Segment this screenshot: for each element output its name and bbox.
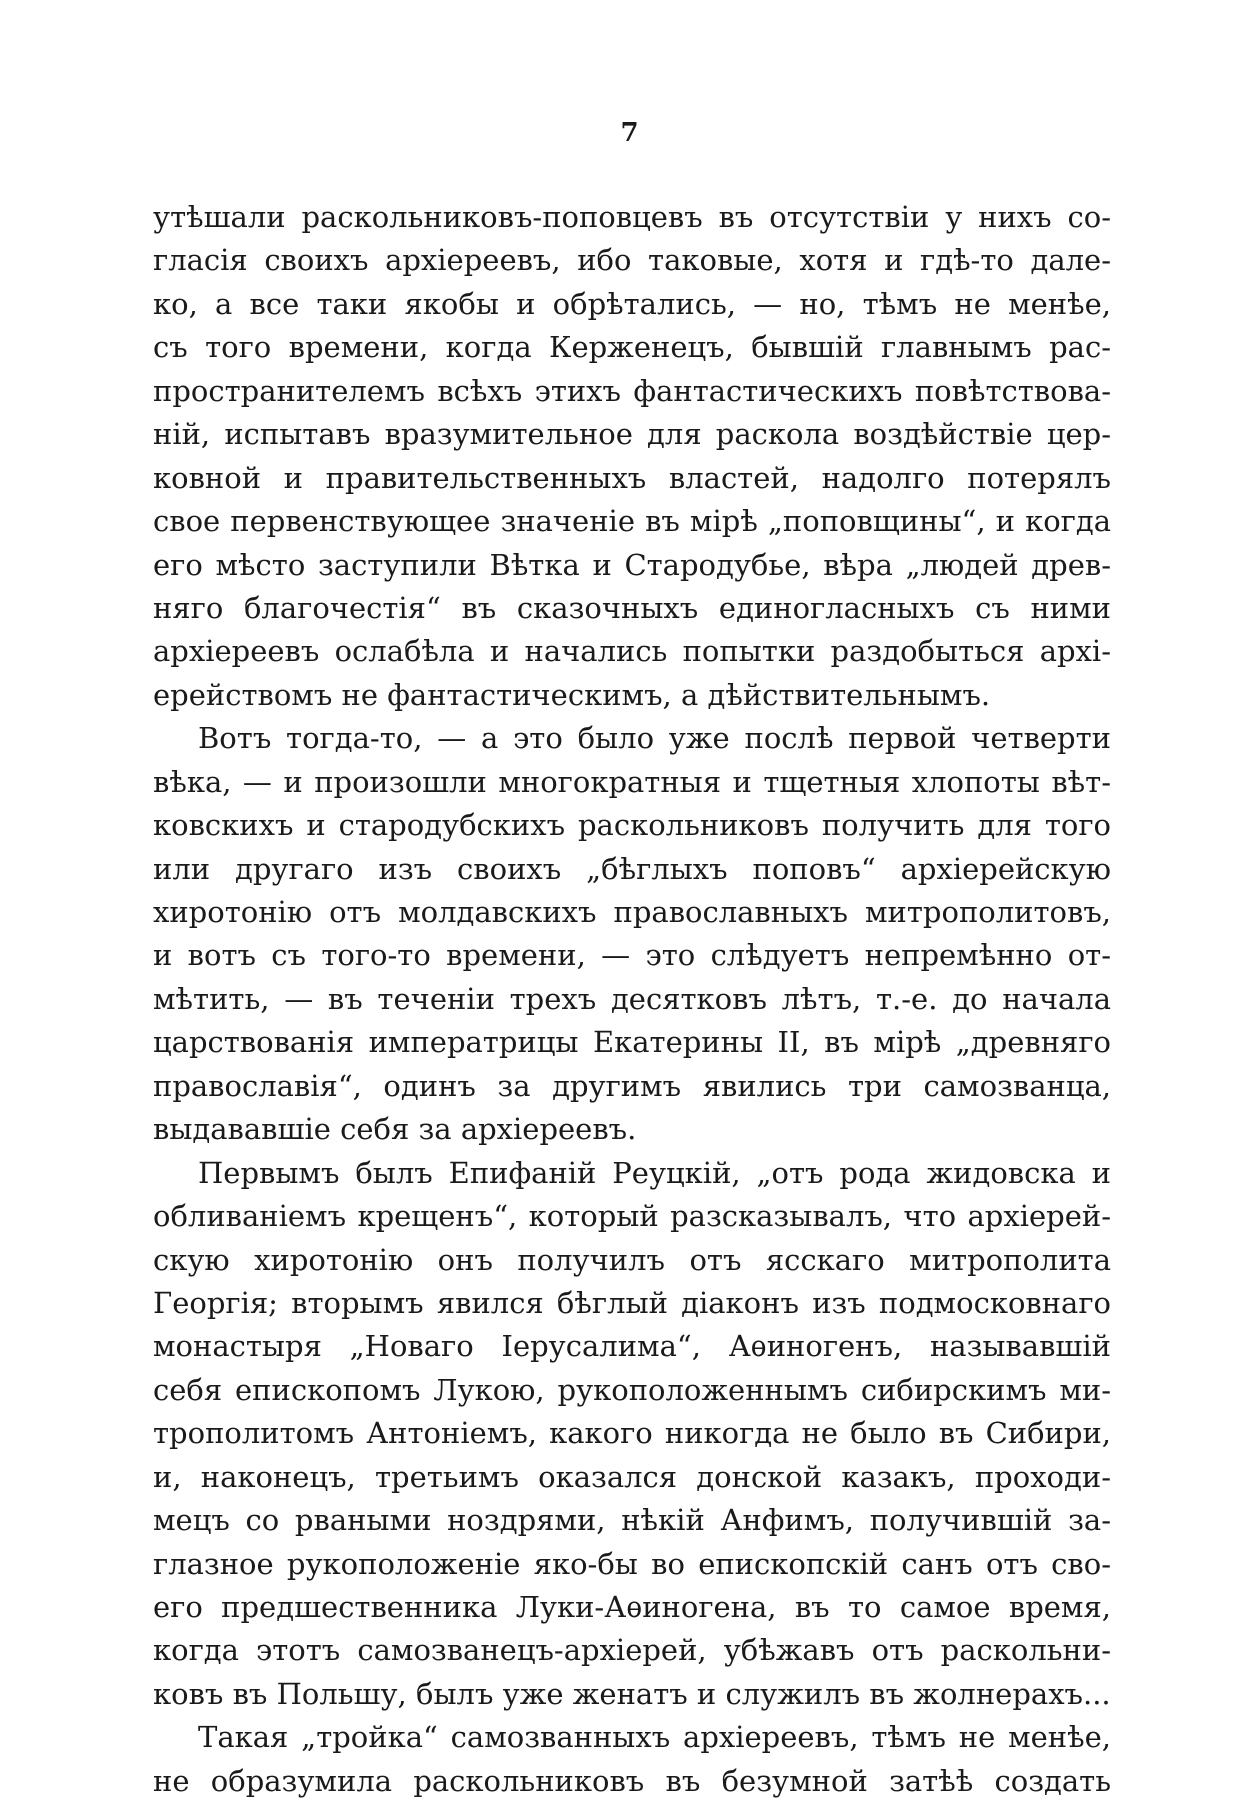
text-line: себя епископомъ Лукою, рукоположеннымъ сибирскимъ ми- [153, 1372, 1111, 1407]
text-line: ній, испытавъ вразумительное для раскола воздѣйствіе цер- [153, 417, 1111, 452]
text-line: или другаго изъ своихъ „бѣглыхъ поповъ“ архіерейскую [153, 851, 1111, 886]
text-line: его предшественника Луки-Аѳиногена, въ то самое время, [153, 1590, 1111, 1624]
text-line: утѣшали раскольниковъ-поповцевъ въ отсутствіи у нихъ со- [153, 200, 1111, 234]
text-line: Георгія; вторымъ явился бѣглый діаконъ изъ подмосковнаго [153, 1285, 1111, 1320]
text-line: обливаніемъ крещенъ“, который разсказывалъ, что архіерей- [153, 1199, 1111, 1234]
text-line: и, наконецъ, третьимъ оказался донской казакъ, проходи- [153, 1459, 1111, 1494]
text-line: пространителемъ всѣхъ этихъ фантастическихъ повѣтствова- [153, 373, 1111, 408]
text-line: ко, а все таки якобы и обрѣтались, — но, тѣмъ не менѣе, [153, 286, 1111, 321]
text-line: когда этотъ самозванецъ-архіерей, убѣжавъ отъ раскольни- [153, 1633, 1111, 1668]
text-line: ковскихъ и стародубскихъ раскольниковъ получить для того [153, 808, 1111, 843]
text-line: выдававшіе себя за архіереевъ. [153, 1112, 637, 1147]
text-line: мѣтить, — въ теченіи трехъ десятковъ лѣтъ, т.-е. до начала [153, 981, 1111, 1016]
text-line: Такая „тройка“ самозванныхъ архіереевъ, тѣмъ не менѣе, [198, 1720, 1111, 1755]
text-line: вѣка, — и произошли многократныя и тщетныя хлопоты вѣт- [153, 764, 1111, 799]
text-line: скую хиротонію онъ получилъ отъ ясскаго митрополита [153, 1242, 1111, 1277]
text-line: хиротонію отъ молдавскихъ православныхъ митрополитовъ, [153, 895, 1111, 929]
text-line: и вотъ съ того-то времени, — это слѣдуетъ непремѣнно от- [153, 938, 1111, 973]
text-line: архіереевъ ослабѣла и начались попытки раздобыться архі- [153, 634, 1111, 669]
text-line: православія“, одинъ за другимъ явились три самозванца, [153, 1068, 1111, 1103]
text-line: трополитомъ Антоніемъ, какого никогда не было въ Сибири, [153, 1416, 1111, 1451]
text-line: гласія своихъ архіереевъ, ибо таковые, хотя и гдѣ-то дале- [153, 243, 1111, 278]
text-line: глазное рукоположеніе яко-бы во епископскій санъ отъ сво- [153, 1546, 1111, 1581]
text-line: ковъ въ Польшу, былъ уже женатъ и служилъ въ жолнерахъ... [153, 1676, 1111, 1711]
text-line: свое первенствующее значеніе въ мірѣ „поповщины“, и когда [153, 504, 1111, 539]
text-line: мецъ со рваными ноздрями, нѣкій Анфимъ, получившій за- [153, 1503, 1111, 1538]
text-line: ерействомъ не фантастическимъ, а дѣйствительнымъ. [153, 677, 991, 712]
text-line: няго благочестія“ въ сказочныхъ единогласныхъ съ ними [153, 590, 1111, 625]
text-line: монастыря „Новаго Іерусалима“, Аѳиногенъ, называвшій [153, 1329, 1111, 1364]
text-line: царствованія императрицы Екатерины II, въ мірѣ „древняго [153, 1025, 1111, 1060]
text-line: съ того времени, когда Керженецъ, бывшій главнымъ рас- [153, 330, 1111, 365]
text-line: его мѣсто заступили Вѣтка и Стародубье, вѣра „людей древ- [153, 547, 1111, 582]
text-line: Первымъ былъ Епифаній Реуцкій, „отъ рода жидовска и [198, 1155, 1111, 1190]
text-line: Вотъ тогда-то, — а это было уже послѣ первой четверти [198, 721, 1111, 756]
text-line: ковной и правительственныхъ властей, надолго потерялъ [153, 460, 1111, 495]
text-line: не образумила раскольниковъ въ безумной затѣѣ создать [153, 1763, 1111, 1798]
page-number: 7 [620, 118, 639, 148]
body-text [153, 196, 1111, 1803]
